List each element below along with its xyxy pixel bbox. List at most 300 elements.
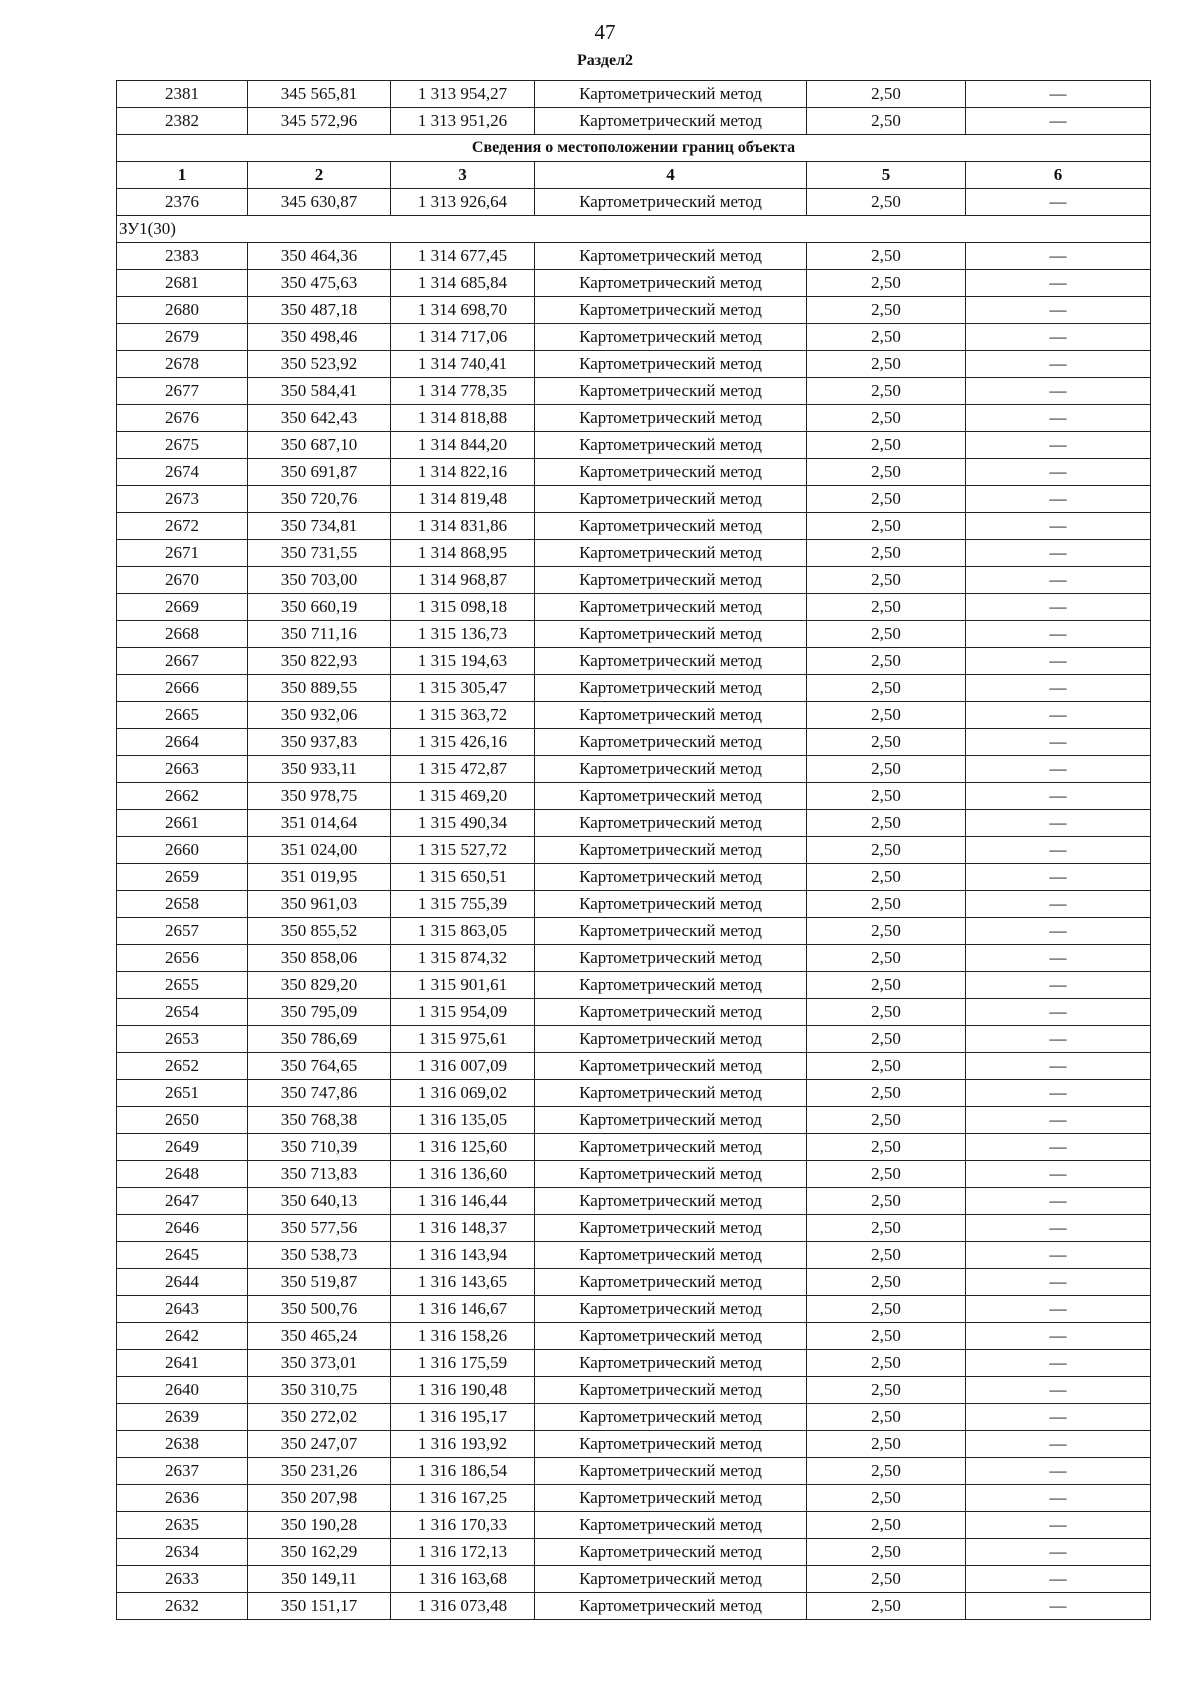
point-number: 2666 [117,675,248,702]
description: — [966,945,1151,972]
method: Картометрический метод [535,1593,807,1620]
description: — [966,810,1151,837]
method: Картометрический метод [535,81,807,108]
method: Картометрический метод [535,1080,807,1107]
description: — [966,729,1151,756]
table-row [117,1404,1151,1431]
description: — [966,1485,1151,1512]
method: Картометрический метод [535,1431,807,1458]
coordinate-x: 350 711,16 [248,621,391,648]
page-number: 47 [594,20,616,44]
method: Картометрический метод [535,837,807,864]
point-number: 2654 [117,999,248,1026]
column-number: 2 [248,162,391,189]
description: — [966,405,1151,432]
point-number: 2376 [117,189,248,216]
coordinate-x: 350 858,06 [248,945,391,972]
method: Картометрический метод [535,1242,807,1269]
description: — [966,702,1151,729]
coordinate-y: 1 314 740,41 [391,351,535,378]
coordinate-y: 1 315 136,73 [391,621,535,648]
coordinate-x: 350 162,29 [248,1539,391,1566]
coordinate-y: 1 316 007,09 [391,1053,535,1080]
point-number: 2639 [117,1404,248,1431]
method: Картометрический метод [535,1350,807,1377]
table-row [117,189,1151,216]
table-row [117,1539,1151,1566]
coordinate-y: 1 313 926,64 [391,189,535,216]
coordinate-x: 350 190,28 [248,1512,391,1539]
description: — [966,1377,1151,1404]
accuracy: 2,50 [807,270,966,297]
accuracy: 2,50 [807,378,966,405]
coordinate-y: 1 316 167,25 [391,1485,535,1512]
method: Картометрический метод [535,756,807,783]
method: Картометрический метод [535,1053,807,1080]
point-number: 2656 [117,945,248,972]
method: Картометрический метод [535,891,807,918]
method: Картометрический метод [535,648,807,675]
table-row [117,1350,1151,1377]
coordinate-x: 350 373,01 [248,1350,391,1377]
description: — [966,81,1151,108]
coordinate-y: 1 315 975,61 [391,1026,535,1053]
coordinate-x: 350 691,87 [248,459,391,486]
accuracy: 2,50 [807,324,966,351]
table-row [117,405,1151,432]
coordinate-x: 350 829,20 [248,972,391,999]
table-row [117,756,1151,783]
group-section [117,216,1151,243]
accuracy: 2,50 [807,1269,966,1296]
accuracy: 2,50 [807,783,966,810]
method: Картометрический метод [535,1107,807,1134]
accuracy: 2,50 [807,1242,966,1269]
point-number: 2635 [117,1512,248,1539]
continued-rows [117,81,1151,135]
coordinate-x: 350 822,93 [248,648,391,675]
point-number: 2671 [117,540,248,567]
accuracy: 2,50 [807,486,966,513]
table-row [117,1566,1151,1593]
coordinate-y: 1 316 136,60 [391,1161,535,1188]
accuracy: 2,50 [807,621,966,648]
coordinate-x: 350 703,00 [248,567,391,594]
coordinate-y: 1 316 146,67 [391,1296,535,1323]
accuracy: 2,50 [807,432,966,459]
method: Картометрический метод [535,999,807,1026]
description: — [966,351,1151,378]
table-row [117,1026,1151,1053]
description: — [966,1053,1151,1080]
coordinate-y: 1 316 195,17 [391,1404,535,1431]
method: Картометрический метод [535,405,807,432]
coordinate-y: 1 316 143,94 [391,1242,535,1269]
coordinate-x: 350 231,26 [248,1458,391,1485]
table-row [117,540,1151,567]
accuracy: 2,50 [807,1485,966,1512]
column-number: 1 [117,162,248,189]
coordinate-y: 1 315 194,63 [391,648,535,675]
table-row [117,378,1151,405]
coordinate-y: 1 314 778,35 [391,378,535,405]
point-number: 2657 [117,918,248,945]
table-row [117,1377,1151,1404]
point-number: 2669 [117,594,248,621]
coordinate-x: 350 475,63 [248,270,391,297]
coordinate-y: 1 316 170,33 [391,1512,535,1539]
accuracy: 2,50 [807,1026,966,1053]
accuracy: 2,50 [807,567,966,594]
accuracy: 2,50 [807,405,966,432]
table-row [117,594,1151,621]
table-row [117,1269,1151,1296]
coordinate-x: 351 014,64 [248,810,391,837]
point-number: 2663 [117,756,248,783]
coordinate-x: 350 889,55 [248,675,391,702]
accuracy: 2,50 [807,837,966,864]
coordinate-y: 1 316 069,02 [391,1080,535,1107]
point-number: 2632 [117,1593,248,1620]
method: Картометрический метод [535,1404,807,1431]
point-number: 2681 [117,270,248,297]
coordinate-x: 350 978,75 [248,783,391,810]
coordinate-y: 1 316 135,05 [391,1107,535,1134]
coordinate-y: 1 314 717,06 [391,324,535,351]
description: — [966,1539,1151,1566]
point-number: 2382 [117,108,248,135]
coordinate-y: 1 316 148,37 [391,1215,535,1242]
accuracy: 2,50 [807,702,966,729]
table-row [117,459,1151,486]
table-heading: Сведения о местоположении границ объекта [117,135,1151,162]
coordinate-y: 1 314 868,95 [391,540,535,567]
description: — [966,1296,1151,1323]
method: Картометрический метод [535,432,807,459]
accuracy: 2,50 [807,891,966,918]
coordinate-x: 350 272,02 [248,1404,391,1431]
accuracy: 2,50 [807,1593,966,1620]
method: Картометрический метод [535,1485,807,1512]
accuracy: 2,50 [807,1512,966,1539]
table-row [117,513,1151,540]
point-rows [117,243,1151,1620]
table-row [117,1458,1151,1485]
accuracy: 2,50 [807,918,966,945]
method: Картометрический метод [535,1458,807,1485]
point-number: 2670 [117,567,248,594]
column-number: 6 [966,162,1151,189]
method: Картометрический метод [535,1026,807,1053]
description: — [966,891,1151,918]
table-row [117,1188,1151,1215]
coordinate-y: 1 315 490,34 [391,810,535,837]
accuracy: 2,50 [807,1350,966,1377]
point-number: 2676 [117,405,248,432]
point-number: 2677 [117,378,248,405]
description: — [966,378,1151,405]
coordinate-x: 350 795,09 [248,999,391,1026]
coordinate-y: 1 314 698,70 [391,297,535,324]
coordinate-x: 351 019,95 [248,864,391,891]
description: — [966,297,1151,324]
point-number: 2653 [117,1026,248,1053]
column-number: 4 [535,162,807,189]
table-row [117,486,1151,513]
point-number: 2634 [117,1539,248,1566]
accuracy: 2,50 [807,864,966,891]
table-row [117,1323,1151,1350]
accuracy: 2,50 [807,1431,966,1458]
table-row [117,729,1151,756]
table-row [117,648,1151,675]
method: Картометрический метод [535,972,807,999]
description: — [966,1026,1151,1053]
description: — [966,1269,1151,1296]
coordinate-x: 350 640,13 [248,1188,391,1215]
accuracy: 2,50 [807,243,966,270]
description: — [966,324,1151,351]
point-number: 2680 [117,297,248,324]
method: Картометрический метод [535,810,807,837]
description: — [966,540,1151,567]
coordinate-y: 1 315 874,32 [391,945,535,972]
description: — [966,1161,1151,1188]
accuracy: 2,50 [807,540,966,567]
table-row [117,1161,1151,1188]
coordinate-x: 350 577,56 [248,1215,391,1242]
accuracy: 2,50 [807,81,966,108]
description: — [966,783,1151,810]
description: — [966,594,1151,621]
method: Картометрический метод [535,189,807,216]
description: — [966,1134,1151,1161]
method: Картометрический метод [535,702,807,729]
description: — [966,1107,1151,1134]
accuracy: 2,50 [807,810,966,837]
method: Картометрический метод [535,864,807,891]
coordinate-y: 1 316 190,48 [391,1377,535,1404]
table-row [117,324,1151,351]
accuracy: 2,50 [807,675,966,702]
description: — [966,648,1151,675]
description: — [966,1350,1151,1377]
coordinate-x: 351 024,00 [248,837,391,864]
table-row [117,1053,1151,1080]
accuracy: 2,50 [807,594,966,621]
point-number: 2643 [117,1296,248,1323]
coordinate-x: 350 207,98 [248,1485,391,1512]
first-rows [117,189,1151,216]
point-number: 2381 [117,81,248,108]
accuracy: 2,50 [807,1161,966,1188]
point-number: 2647 [117,1188,248,1215]
method: Картометрический метод [535,513,807,540]
accuracy: 2,50 [807,297,966,324]
method: Картометрический метод [535,378,807,405]
coordinate-x: 350 731,55 [248,540,391,567]
method: Картометрический метод [535,270,807,297]
method: Картометрический метод [535,1377,807,1404]
point-number: 2662 [117,783,248,810]
coordinate-y: 1 313 954,27 [391,81,535,108]
point-number: 2668 [117,621,248,648]
accuracy: 2,50 [807,108,966,135]
description: — [966,1566,1151,1593]
method: Картометрический метод [535,1539,807,1566]
coordinate-x: 350 710,39 [248,1134,391,1161]
table-row [117,567,1151,594]
description: — [966,459,1151,486]
coordinate-x: 350 464,36 [248,243,391,270]
coordinate-x: 350 961,03 [248,891,391,918]
method: Картометрический метод [535,1323,807,1350]
accuracy: 2,50 [807,351,966,378]
coordinate-x: 350 584,41 [248,378,391,405]
coordinate-y: 1 316 193,92 [391,1431,535,1458]
group-label-row [117,216,1151,243]
coordinate-y: 1 316 125,60 [391,1134,535,1161]
accuracy: 2,50 [807,1215,966,1242]
point-number: 2661 [117,810,248,837]
method: Картометрический метод [535,324,807,351]
coordinate-y: 1 315 098,18 [391,594,535,621]
method: Картометрический метод [535,1566,807,1593]
table-row [117,1080,1151,1107]
point-number: 2667 [117,648,248,675]
accuracy: 2,50 [807,459,966,486]
coordinate-x: 350 933,11 [248,756,391,783]
coordinate-x: 350 747,86 [248,1080,391,1107]
method: Картометрический метод [535,540,807,567]
accuracy: 2,50 [807,972,966,999]
column-number: 3 [391,162,535,189]
table-row [117,1512,1151,1539]
table-row [117,1107,1151,1134]
method: Картометрический метод [535,1215,807,1242]
table-row [117,1215,1151,1242]
method: Картометрический метод [535,486,807,513]
accuracy: 2,50 [807,999,966,1026]
description: — [966,1323,1151,1350]
description: — [966,486,1151,513]
accuracy: 2,50 [807,1458,966,1485]
description: — [966,837,1151,864]
method: Картометрический метод [535,783,807,810]
coordinate-y: 1 315 954,09 [391,999,535,1026]
method: Картометрический метод [535,108,807,135]
coordinate-y: 1 314 968,87 [391,567,535,594]
accuracy: 2,50 [807,189,966,216]
description: — [966,756,1151,783]
point-number: 2644 [117,1269,248,1296]
table-row [117,81,1151,108]
point-number: 2641 [117,1350,248,1377]
description: — [966,513,1151,540]
coordinate-y: 1 316 146,44 [391,1188,535,1215]
coordinate-y: 1 315 755,39 [391,891,535,918]
point-number: 2655 [117,972,248,999]
method: Картометрический метод [535,594,807,621]
table-row [117,1431,1151,1458]
method: Картометрический метод [535,621,807,648]
method: Картометрический метод [535,1269,807,1296]
accuracy: 2,50 [807,1134,966,1161]
coordinate-y: 1 316 163,68 [391,1566,535,1593]
method: Картометрический метод [535,297,807,324]
table-row [117,621,1151,648]
coordinate-y: 1 315 650,51 [391,864,535,891]
coordinate-x: 350 487,18 [248,297,391,324]
description: — [966,1458,1151,1485]
description: — [966,1242,1151,1269]
table-row [117,351,1151,378]
description: — [966,1080,1151,1107]
table-row [117,810,1151,837]
coordinate-y: 1 315 305,47 [391,675,535,702]
coordinate-x: 350 932,06 [248,702,391,729]
table-row [117,675,1151,702]
coordinate-y: 1 316 073,48 [391,1593,535,1620]
point-number: 2633 [117,1566,248,1593]
method: Картометрический метод [535,1296,807,1323]
accuracy: 2,50 [807,729,966,756]
table-heading-section [117,135,1151,189]
description: — [966,972,1151,999]
coordinate-y: 1 314 818,88 [391,405,535,432]
method: Картометрический метод [535,1512,807,1539]
column-number-row [117,162,1151,189]
accuracy: 2,50 [807,945,966,972]
coordinate-x: 350 764,65 [248,1053,391,1080]
point-number: 2652 [117,1053,248,1080]
description: — [966,1188,1151,1215]
coordinate-y: 1 316 175,59 [391,1350,535,1377]
coordinate-x: 345 572,96 [248,108,391,135]
coordinate-y: 1 315 363,72 [391,702,535,729]
coordinate-y: 1 315 527,72 [391,837,535,864]
table-row [117,972,1151,999]
coordinate-y: 1 315 901,61 [391,972,535,999]
coordinate-x: 345 630,87 [248,189,391,216]
table-row [117,243,1151,270]
accuracy: 2,50 [807,756,966,783]
coordinate-y: 1 315 426,16 [391,729,535,756]
description: — [966,1404,1151,1431]
table-row [117,864,1151,891]
description: — [966,1512,1151,1539]
method: Картометрический метод [535,459,807,486]
table-row [117,999,1151,1026]
coordinate-x: 350 642,43 [248,405,391,432]
coordinate-y: 1 314 831,86 [391,513,535,540]
table-row [117,1134,1151,1161]
coordinate-x: 350 151,17 [248,1593,391,1620]
coordinate-y: 1 313 951,26 [391,108,535,135]
coordinate-x: 350 720,76 [248,486,391,513]
coordinate-y: 1 315 863,05 [391,918,535,945]
accuracy: 2,50 [807,1539,966,1566]
coordinate-x: 350 713,83 [248,1161,391,1188]
coordinate-y: 1 314 844,20 [391,432,535,459]
point-number: 2648 [117,1161,248,1188]
description: — [966,675,1151,702]
accuracy: 2,50 [807,1323,966,1350]
coordinates-table [116,80,1151,1620]
description: — [966,1593,1151,1620]
method: Картометрический метод [535,1161,807,1188]
point-number: 2673 [117,486,248,513]
